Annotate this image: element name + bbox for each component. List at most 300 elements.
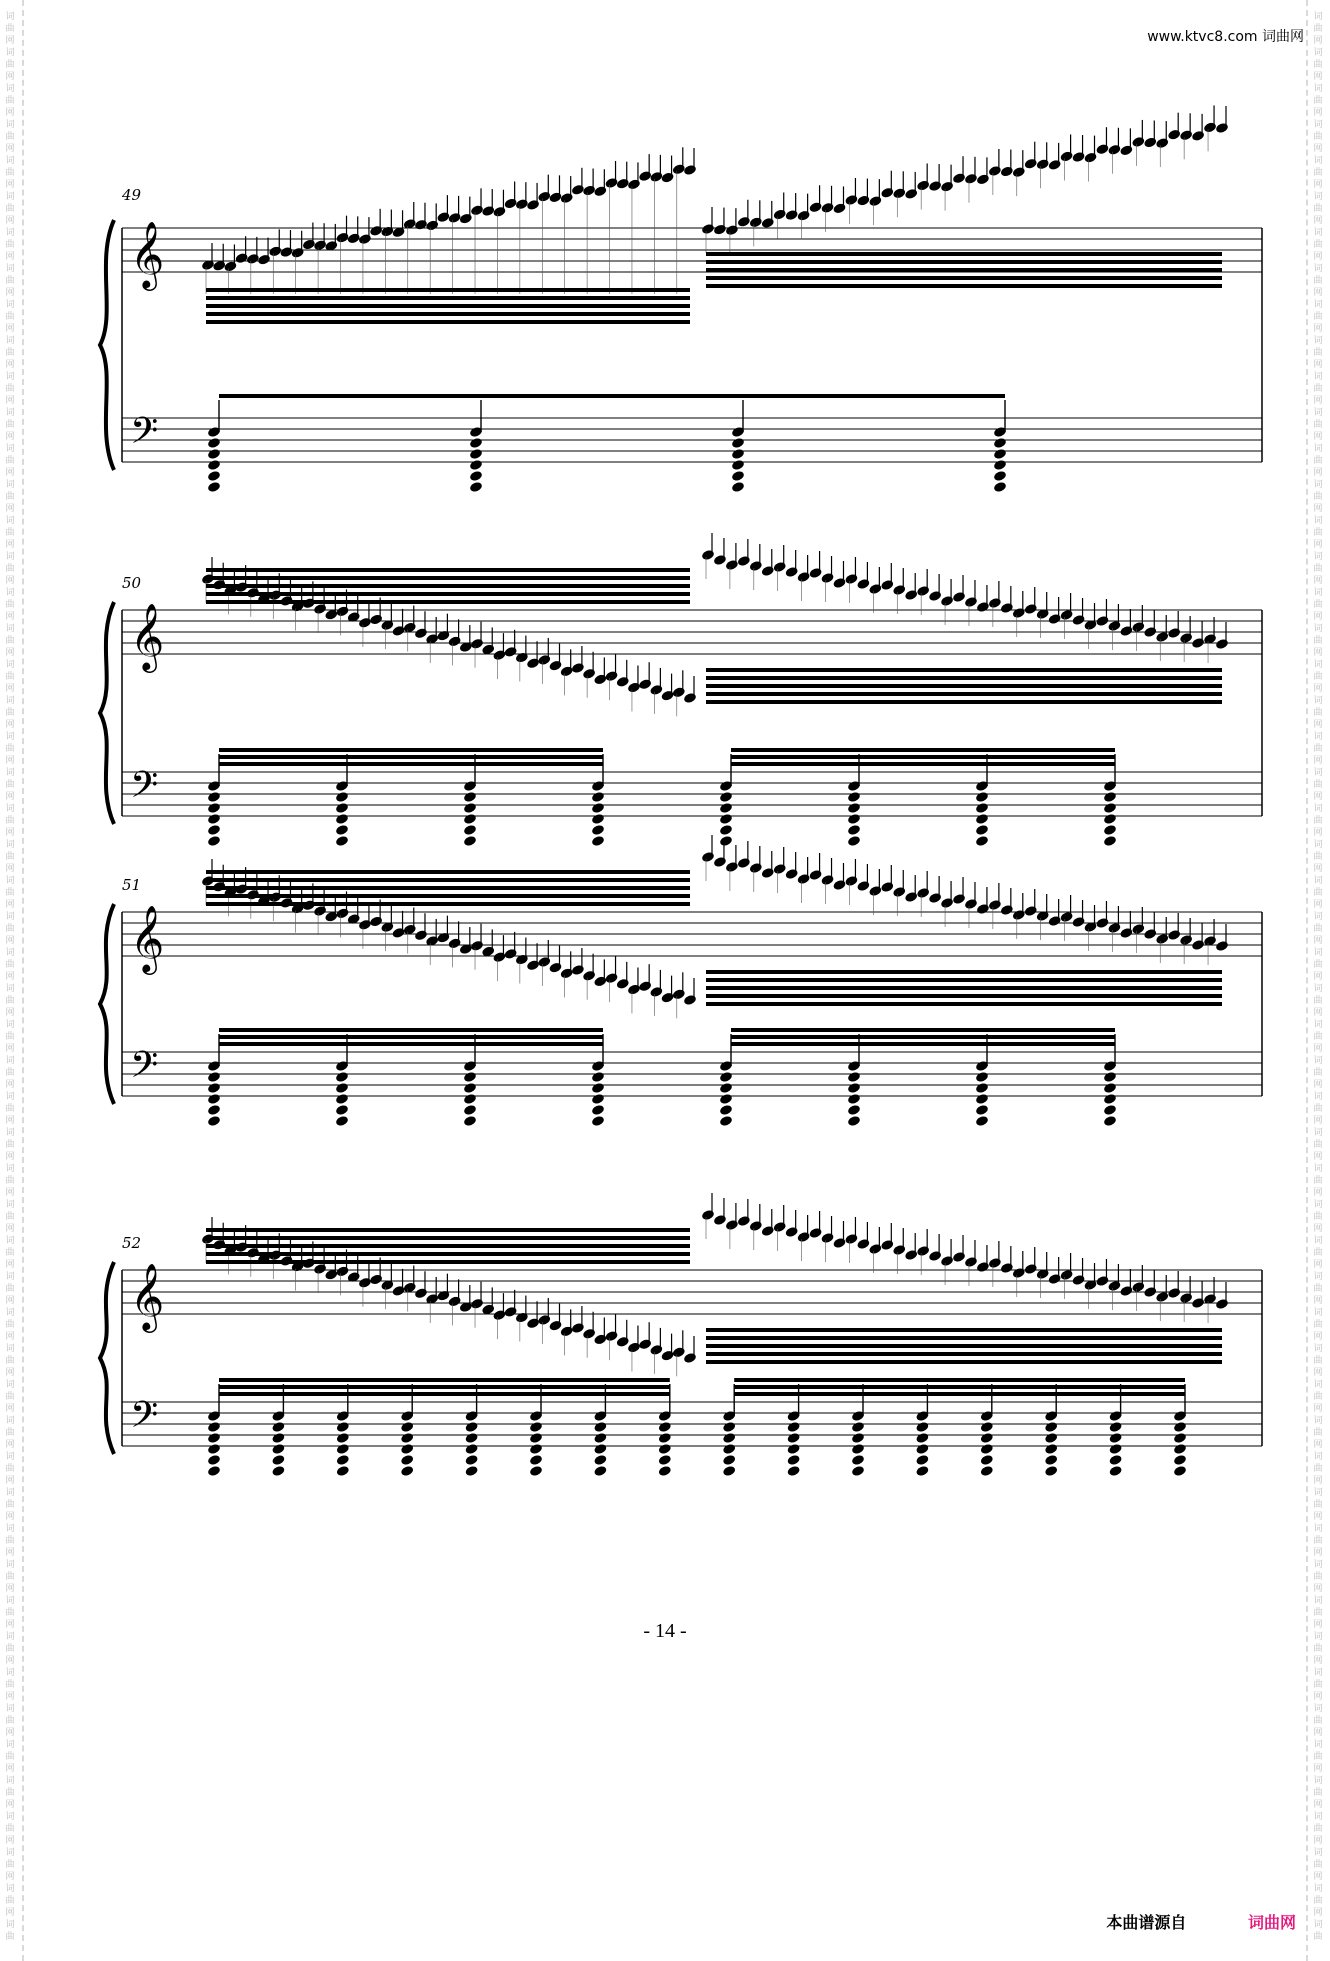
right-hand-note — [1095, 1275, 1109, 1287]
watermark-glyph: 网 — [5, 972, 15, 982]
beam — [206, 576, 690, 580]
beam — [206, 320, 690, 324]
left-hand-chord-note — [207, 1093, 221, 1105]
watermark-glyph: 词 — [1313, 444, 1323, 454]
right-hand-note — [369, 613, 383, 625]
right-hand-note — [761, 565, 775, 577]
beam — [706, 1360, 1222, 1364]
watermark-glyph: 词 — [5, 1164, 15, 1174]
watermark-glyph: 曲 — [5, 132, 15, 142]
right-hand-note — [593, 1333, 607, 1345]
chord-beam — [219, 1378, 670, 1382]
chord-beam — [219, 748, 603, 752]
right-hand-note — [1024, 603, 1038, 615]
right-hand-note — [1143, 136, 1157, 148]
right-hand-note — [391, 625, 405, 637]
watermark-glyph: 曲 — [1313, 636, 1323, 646]
right-hand-note — [976, 903, 990, 915]
left-hand-chord-note — [591, 802, 605, 814]
left-hand-chord-note — [207, 470, 221, 482]
left-hand-chord-note — [915, 1465, 929, 1477]
right-hand-note — [660, 991, 674, 1003]
right-hand-note — [604, 670, 618, 682]
watermark-glyph: 网 — [5, 1728, 15, 1738]
watermark-glyph: 曲 — [5, 492, 15, 502]
watermark-glyph: 网 — [5, 720, 15, 730]
left-hand-chord-note — [975, 824, 989, 836]
watermark-glyph: 网 — [1313, 1296, 1323, 1306]
watermark-glyph: 曲 — [1313, 240, 1323, 250]
watermark-glyph: 曲 — [1313, 1428, 1323, 1438]
right-hand-note — [1107, 1280, 1121, 1292]
watermark-glyph: 词 — [1313, 1092, 1323, 1102]
right-hand-note — [1167, 627, 1181, 639]
right-hand-note — [571, 964, 585, 976]
beam — [706, 260, 1222, 264]
right-hand-note — [369, 1273, 383, 1285]
right-hand-note — [725, 861, 739, 873]
right-hand-note — [1143, 626, 1157, 638]
right-hand-note — [940, 1255, 954, 1267]
watermark-glyph: 词 — [1313, 228, 1323, 238]
watermark-glyph: 网 — [1313, 252, 1323, 262]
right-hand-note — [964, 898, 978, 910]
watermark-glyph: 词 — [5, 804, 15, 814]
right-hand-note — [548, 961, 562, 973]
left-hand-chord-note — [915, 1454, 929, 1466]
left-hand-chord-note — [400, 1454, 414, 1466]
watermark-glyph: 曲 — [5, 1140, 15, 1150]
watermark-glyph: 网 — [1313, 684, 1323, 694]
right-hand-note — [1083, 151, 1097, 163]
left-hand-chord-note — [975, 1115, 989, 1127]
left-hand-chord-note — [975, 1071, 989, 1083]
beam — [206, 894, 690, 898]
right-hand-note — [672, 163, 686, 175]
watermark-glyph: 词 — [1313, 1632, 1323, 1642]
watermark-glyph: 词 — [1313, 1560, 1323, 1570]
left-hand-chord-note — [731, 470, 745, 482]
watermark-glyph: 词 — [5, 1452, 15, 1462]
right-hand-note — [515, 1311, 529, 1323]
watermark-glyph: 词 — [1313, 1308, 1323, 1318]
bass-clef: 𝄢 — [130, 1394, 159, 1445]
bass-clef: 𝄢 — [130, 1044, 159, 1095]
left-hand-chord-note — [847, 1082, 861, 1094]
right-hand-note — [892, 584, 906, 596]
watermark-glyph: 曲 — [1313, 456, 1323, 466]
watermark-glyph: 曲 — [5, 1680, 15, 1690]
right-hand-note — [447, 1295, 461, 1307]
watermark-glyph: 曲 — [5, 1104, 15, 1114]
left-hand-chord-note — [207, 791, 221, 803]
left-hand-chord-note — [719, 802, 733, 814]
right-hand-note — [414, 1287, 428, 1299]
right-hand-note — [725, 559, 739, 571]
watermark-glyph: 网 — [1313, 612, 1323, 622]
watermark-glyph: 网 — [5, 1404, 15, 1414]
watermark-glyph: 曲 — [5, 420, 15, 430]
watermark-glyph: 曲 — [1313, 1068, 1323, 1078]
watermark-glyph: 词 — [1313, 84, 1323, 94]
watermark-glyph: 词 — [1313, 1020, 1323, 1030]
watermark-glyph: 网 — [5, 1764, 15, 1774]
watermark-glyph: 曲 — [1313, 204, 1323, 214]
right-hand-note — [1143, 1286, 1157, 1298]
right-hand-note — [302, 238, 316, 250]
right-hand-note — [560, 1325, 574, 1337]
left-hand-chord-note — [786, 1421, 800, 1433]
beam — [706, 668, 1222, 672]
right-hand-note — [785, 209, 799, 221]
watermark-glyph: 词 — [1313, 1596, 1323, 1606]
watermark-glyph: 词 — [1313, 1704, 1323, 1714]
right-hand-note — [737, 555, 751, 567]
left-hand-chord-note — [207, 1104, 221, 1116]
watermark-glyph: 曲 — [5, 1068, 15, 1078]
watermark-glyph: 词 — [5, 912, 15, 922]
watermark-glyph: 网 — [5, 1440, 15, 1450]
left-hand-chord-note — [207, 824, 221, 836]
watermark-glyph: 词 — [1313, 300, 1323, 310]
left-hand-chord-note — [719, 791, 733, 803]
watermark-glyph: 网 — [5, 648, 15, 658]
left-hand-chord-note — [207, 835, 221, 847]
watermark-glyph: 词 — [5, 1488, 15, 1498]
right-hand-note — [526, 199, 540, 211]
watermark-glyph: 网 — [1313, 1260, 1323, 1270]
watermark-glyph: 词 — [5, 1128, 15, 1138]
right-hand-note — [627, 983, 641, 995]
watermark-glyph: 曲 — [1313, 1140, 1323, 1150]
watermark-glyph: 词 — [5, 48, 15, 58]
watermark-glyph: 曲 — [5, 1464, 15, 1474]
watermark-glyph: 曲 — [5, 312, 15, 322]
watermark-glyph: 词 — [5, 336, 15, 346]
right-hand-note — [391, 927, 405, 939]
watermark-glyph: 网 — [1313, 1692, 1323, 1702]
watermark-glyph: 网 — [1313, 1728, 1323, 1738]
watermark-glyph: 网 — [5, 1692, 15, 1702]
right-hand-note — [436, 932, 450, 944]
grand-staff-brace — [100, 602, 114, 824]
watermark-glyph: 词 — [5, 516, 15, 526]
right-hand-note — [1000, 1262, 1014, 1274]
watermark-glyph: 曲 — [1313, 1896, 1323, 1906]
right-hand-note — [904, 891, 918, 903]
chord-beam — [219, 1042, 603, 1046]
left-hand-chord-note — [335, 835, 349, 847]
right-hand-note — [560, 967, 574, 979]
left-hand-chord-note — [731, 481, 745, 493]
beam — [706, 700, 1222, 704]
watermark-glyph: 网 — [1313, 1620, 1323, 1630]
left-hand-chord-note — [722, 1421, 736, 1433]
watermark-glyph: 词 — [1313, 516, 1323, 526]
right-hand-note — [1059, 609, 1073, 621]
right-hand-note — [1119, 1285, 1133, 1297]
left-hand-chord-note — [975, 813, 989, 825]
right-hand-note — [988, 165, 1002, 177]
right-hand-note — [593, 185, 607, 197]
left-hand-chord-note — [731, 448, 745, 460]
right-hand-note — [649, 171, 663, 183]
watermark-glyph: 曲 — [1313, 1032, 1323, 1042]
left-hand-chord-note — [980, 1454, 994, 1466]
beam — [206, 288, 690, 292]
right-hand-note — [892, 187, 906, 199]
watermark-glyph: 曲 — [1313, 384, 1323, 394]
left-hand-chord-note — [529, 1454, 543, 1466]
measure-number: 50 — [122, 574, 142, 592]
right-hand-note — [952, 893, 966, 905]
right-hand-note — [537, 190, 551, 202]
beam — [706, 1328, 1222, 1332]
watermark-glyph: 词 — [5, 1848, 15, 1858]
left-hand-chord-note — [207, 813, 221, 825]
measure-number: 51 — [122, 876, 142, 894]
left-hand-chord-note — [469, 481, 483, 493]
watermark-glyph: 曲 — [1313, 1284, 1323, 1294]
watermark-glyph: 词 — [1313, 372, 1323, 382]
right-hand-note — [892, 886, 906, 898]
right-hand-note — [1179, 632, 1193, 644]
right-hand-note — [1107, 620, 1121, 632]
watermark-glyph: 网 — [5, 1332, 15, 1342]
chord-beam — [219, 1028, 603, 1032]
watermark-glyph: 网 — [1313, 792, 1323, 802]
right-hand-note — [773, 863, 787, 875]
right-hand-note — [1119, 927, 1133, 939]
beam — [206, 312, 690, 316]
watermark-glyph: 曲 — [5, 1320, 15, 1330]
beam — [706, 692, 1222, 696]
right-hand-note — [1203, 121, 1217, 133]
right-hand-note — [246, 253, 260, 265]
right-hand-note — [1215, 122, 1229, 134]
right-hand-note — [358, 233, 372, 245]
watermark-glyph: 词 — [5, 1380, 15, 1390]
watermark-glyph: 曲 — [5, 1212, 15, 1222]
watermark-glyph: 网 — [1313, 468, 1323, 478]
watermark-glyph: 词 — [5, 552, 15, 562]
right-hand-note — [627, 681, 641, 693]
watermark-glyph: 曲 — [1313, 1788, 1323, 1798]
watermark-glyph: 词 — [1313, 840, 1323, 850]
right-hand-note — [701, 851, 715, 863]
watermark-glyph: 曲 — [5, 636, 15, 646]
right-hand-note — [504, 948, 518, 960]
right-hand-note — [1131, 1281, 1145, 1293]
watermark-glyph: 网 — [5, 252, 15, 262]
left-hand-chord-note — [980, 1421, 994, 1433]
right-hand-note — [737, 857, 751, 869]
grand-staff-brace — [100, 1262, 114, 1454]
left-hand-chord-note — [335, 1082, 349, 1094]
watermark-glyph: 曲 — [1313, 1212, 1323, 1222]
right-hand-note — [808, 567, 822, 579]
left-hand-chord-note — [464, 1454, 478, 1466]
left-hand-chord-note — [915, 1443, 929, 1455]
watermark-glyph: 网 — [1313, 1548, 1323, 1558]
left-hand-chord-note — [463, 802, 477, 814]
beam — [206, 568, 690, 572]
right-hand-note — [660, 1349, 674, 1361]
left-hand-chord-note — [851, 1454, 865, 1466]
watermark-glyph: 网 — [5, 756, 15, 766]
right-hand-note — [548, 659, 562, 671]
footer-brand-link[interactable]: 词曲网 — [1247, 1913, 1296, 1932]
watermark-glyph: 曲 — [5, 1500, 15, 1510]
header-site-url[interactable]: www.ktvc8.com 词曲网 — [1147, 29, 1304, 45]
right-hand-note — [701, 549, 715, 561]
left-hand-chord-note — [593, 1421, 607, 1433]
treble-clef: 𝄞 — [130, 220, 165, 288]
right-hand-note — [916, 179, 930, 191]
left-hand-chord-note — [463, 1082, 477, 1094]
right-hand-note — [713, 1214, 727, 1226]
right-hand-note — [1131, 923, 1145, 935]
right-hand-note — [773, 1221, 787, 1233]
watermark-glyph: 曲 — [5, 564, 15, 574]
watermark-glyph: 曲 — [5, 1644, 15, 1654]
left-hand-chord-note — [786, 1443, 800, 1455]
chord-beam — [219, 762, 603, 766]
right-hand-note — [447, 212, 461, 224]
left-hand-chord-note — [335, 1115, 349, 1127]
watermark-glyph: 词 — [5, 1056, 15, 1066]
watermark-glyph: 曲 — [5, 528, 15, 538]
right-hand-note — [713, 856, 727, 868]
watermark-glyph: 曲 — [1313, 708, 1323, 718]
watermark-glyph: 曲 — [1313, 528, 1323, 538]
right-hand-note — [952, 591, 966, 603]
watermark-glyph: 曲 — [5, 1608, 15, 1618]
left-hand-chord-note — [469, 470, 483, 482]
left-hand-chord-note — [847, 791, 861, 803]
right-hand-note — [1131, 136, 1145, 148]
right-hand-note — [560, 192, 574, 204]
watermark-glyph: 曲 — [5, 456, 15, 466]
left-hand-chord-note — [1103, 1093, 1117, 1105]
watermark-glyph: 词 — [1313, 1920, 1323, 1930]
left-hand-chord-note — [463, 1115, 477, 1127]
watermark-glyph: 曲 — [5, 1572, 15, 1582]
watermark-glyph: 网 — [1313, 288, 1323, 298]
right-hand-note — [335, 232, 349, 244]
watermark-glyph: 词 — [5, 156, 15, 166]
watermark-glyph: 网 — [1313, 1440, 1323, 1450]
watermark-glyph: 网 — [1313, 1116, 1323, 1126]
left-hand-chord-note — [719, 1104, 733, 1116]
beam — [706, 684, 1222, 688]
watermark-glyph: 曲 — [1313, 816, 1323, 826]
left-hand-chord-note — [400, 1465, 414, 1477]
left-hand-chord-note — [207, 459, 221, 471]
right-hand-note — [470, 638, 484, 650]
right-hand-note — [1215, 638, 1229, 650]
watermark-glyph: 网 — [1313, 576, 1323, 586]
right-hand-note — [526, 657, 540, 669]
chord-beam — [731, 1028, 1115, 1032]
left-hand-chord-note — [469, 448, 483, 460]
watermark-glyph: 网 — [5, 432, 15, 442]
watermark-glyph: 词 — [5, 228, 15, 238]
watermark-glyph: 网 — [5, 1044, 15, 1054]
left-hand-chord-note — [1103, 1104, 1117, 1116]
left-hand-chord-note — [207, 1421, 221, 1433]
left-hand-chord-note — [786, 1432, 800, 1444]
right-hand-note — [976, 601, 990, 613]
right-hand-note — [880, 579, 894, 591]
watermark-glyph: 网 — [1313, 1836, 1323, 1846]
left-hand-chord-note — [400, 1421, 414, 1433]
right-hand-note — [1036, 158, 1050, 170]
right-hand-note — [737, 1215, 751, 1227]
watermark-glyph: 网 — [5, 1188, 15, 1198]
right-hand-note — [649, 684, 663, 696]
watermark-glyph: 网 — [5, 792, 15, 802]
watermark-glyph: 曲 — [1313, 780, 1323, 790]
left-hand-chord-note — [722, 1454, 736, 1466]
right-hand-note — [492, 951, 506, 963]
right-hand-note — [1012, 1267, 1026, 1279]
watermark-glyph: 网 — [5, 36, 15, 46]
right-hand-note — [571, 184, 585, 196]
watermark-glyph: 曲 — [5, 600, 15, 610]
left-hand-chord-note — [207, 1465, 221, 1477]
watermark-glyph: 词 — [1313, 1668, 1323, 1678]
right-hand-note — [672, 988, 686, 1000]
right-hand-note — [820, 572, 834, 584]
left-hand-chord-note — [463, 813, 477, 825]
watermark-glyph: 网 — [5, 1080, 15, 1090]
watermark-glyph: 词 — [1313, 1524, 1323, 1534]
right-hand-note — [725, 1219, 739, 1231]
right-hand-note — [1012, 607, 1026, 619]
right-hand-note — [916, 887, 930, 899]
watermark-glyph: 词 — [1313, 1812, 1323, 1822]
right-hand-note — [928, 892, 942, 904]
watermark-glyph: 曲 — [1313, 492, 1323, 502]
right-hand-note — [1107, 144, 1121, 156]
right-hand-note — [683, 692, 697, 704]
right-hand-note — [526, 1317, 540, 1329]
watermark-glyph: 网 — [1313, 1368, 1323, 1378]
left-hand-chord-note — [207, 481, 221, 493]
chord-beam — [219, 1035, 603, 1039]
watermark-glyph: 曲 — [1313, 852, 1323, 862]
right-hand-note — [638, 1338, 652, 1350]
left-hand-chord-note — [1173, 1432, 1187, 1444]
right-hand-note — [904, 1249, 918, 1261]
right-hand-note — [808, 869, 822, 881]
right-hand-note — [313, 1263, 327, 1275]
watermark-glyph: 曲 — [5, 708, 15, 718]
right-hand-note — [796, 571, 810, 583]
right-hand-note — [1155, 137, 1169, 149]
left-hand-chord-note — [529, 1465, 543, 1477]
bass-clef: 𝄢 — [130, 764, 159, 815]
watermark-glyph: 网 — [5, 1908, 15, 1918]
right-hand-note — [627, 178, 641, 190]
right-hand-note — [447, 635, 461, 647]
watermark-glyph: 曲 — [1313, 996, 1323, 1006]
watermark-glyph: 曲 — [1313, 132, 1323, 142]
left-hand-chord-note — [591, 1093, 605, 1105]
watermark-glyph: 曲 — [1313, 1572, 1323, 1582]
right-hand-note — [638, 678, 652, 690]
